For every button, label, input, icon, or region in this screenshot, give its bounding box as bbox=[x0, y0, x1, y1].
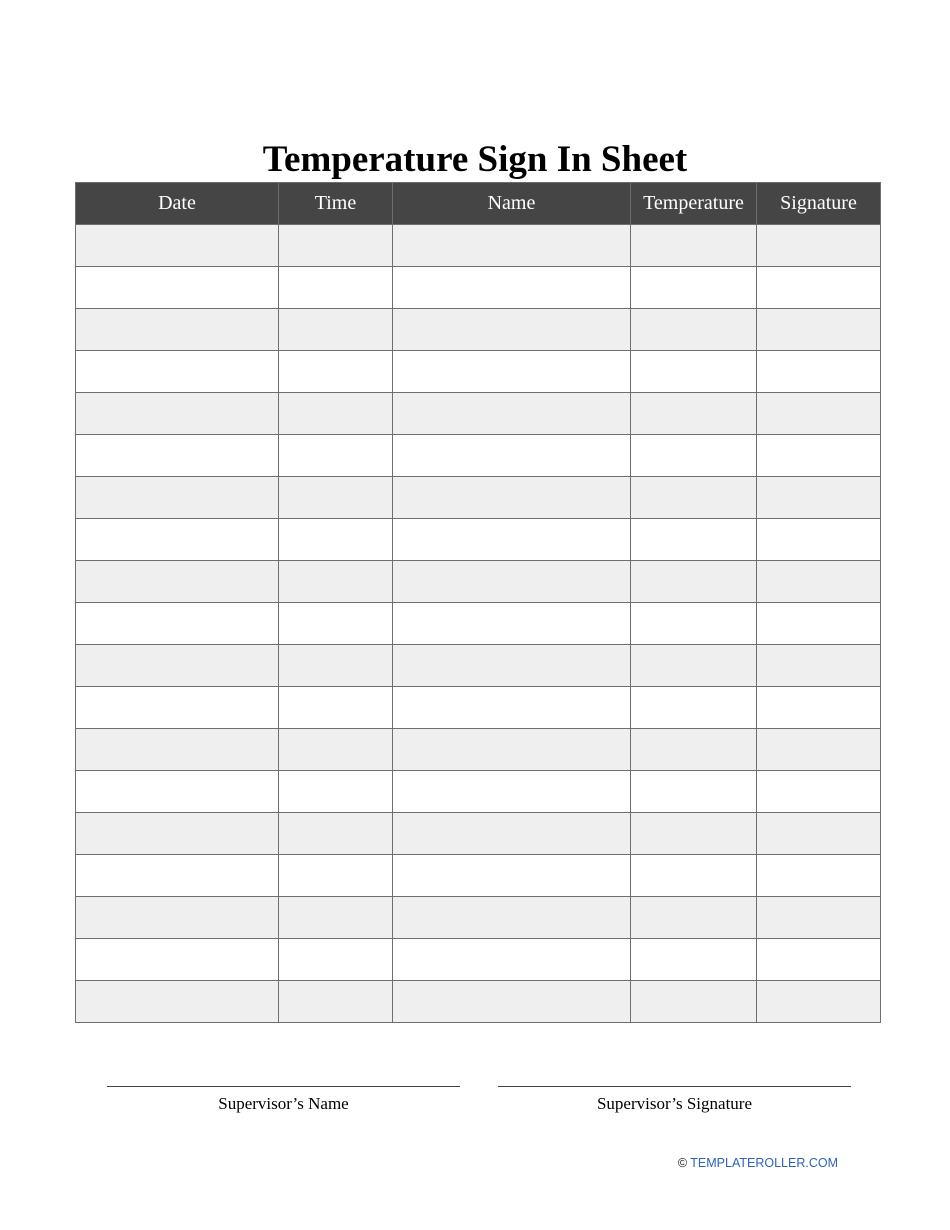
cell-date[interactable] bbox=[76, 897, 279, 939]
cell-signature[interactable] bbox=[757, 645, 881, 687]
cell-name[interactable] bbox=[393, 981, 631, 1023]
cell-name[interactable] bbox=[393, 729, 631, 771]
cell-signature[interactable] bbox=[757, 855, 881, 897]
cell-signature[interactable] bbox=[757, 393, 881, 435]
cell-time[interactable] bbox=[279, 729, 393, 771]
cell-date[interactable] bbox=[76, 519, 279, 561]
table-row bbox=[76, 981, 881, 1023]
cell-signature[interactable] bbox=[757, 771, 881, 813]
cell-temperature[interactable] bbox=[631, 519, 757, 561]
cell-temperature[interactable] bbox=[631, 603, 757, 645]
cell-temperature[interactable] bbox=[631, 939, 757, 981]
table-body bbox=[76, 225, 881, 1023]
cell-temperature[interactable] bbox=[631, 771, 757, 813]
cell-date[interactable] bbox=[76, 981, 279, 1023]
table-row bbox=[76, 897, 881, 939]
table-header-row bbox=[76, 183, 881, 225]
cell-signature[interactable] bbox=[757, 519, 881, 561]
cell-time[interactable] bbox=[279, 561, 393, 603]
cell-temperature[interactable] bbox=[631, 897, 757, 939]
cell-temperature[interactable] bbox=[631, 729, 757, 771]
cell-signature[interactable] bbox=[757, 603, 881, 645]
footer-credit bbox=[678, 1155, 838, 1171]
cell-temperature[interactable] bbox=[631, 687, 757, 729]
cell-temperature[interactable] bbox=[631, 813, 757, 855]
table-row bbox=[76, 519, 881, 561]
column-header-temperature: Temperature bbox=[631, 183, 757, 225]
cell-name[interactable] bbox=[393, 561, 631, 603]
cell-temperature[interactable] bbox=[631, 225, 757, 267]
cell-name[interactable] bbox=[393, 267, 631, 309]
cell-signature[interactable] bbox=[757, 477, 881, 519]
table-row bbox=[76, 477, 881, 519]
table-row bbox=[76, 645, 881, 687]
cell-date[interactable] bbox=[76, 813, 279, 855]
supervisor-signature-line[interactable] bbox=[498, 1086, 851, 1087]
cell-date[interactable] bbox=[76, 435, 279, 477]
cell-date[interactable] bbox=[76, 645, 279, 687]
cell-name[interactable] bbox=[393, 771, 631, 813]
cell-temperature[interactable] bbox=[631, 981, 757, 1023]
cell-time[interactable] bbox=[279, 939, 393, 981]
cell-time[interactable] bbox=[279, 771, 393, 813]
cell-time[interactable] bbox=[279, 603, 393, 645]
supervisor-name-line[interactable] bbox=[107, 1086, 460, 1087]
cell-name[interactable] bbox=[393, 897, 631, 939]
supervisor-name-label: Supervisor’s Name bbox=[218, 1094, 349, 1113]
cell-signature[interactable] bbox=[757, 813, 881, 855]
cell-signature[interactable] bbox=[757, 225, 881, 267]
cell-temperature[interactable] bbox=[631, 561, 757, 603]
cell-date[interactable] bbox=[76, 393, 279, 435]
table-row bbox=[76, 729, 881, 771]
cell-signature[interactable] bbox=[757, 687, 881, 729]
cell-signature[interactable] bbox=[757, 729, 881, 771]
cell-name[interactable] bbox=[393, 435, 631, 477]
column-header-time: Time bbox=[279, 183, 393, 225]
cell-signature[interactable] bbox=[757, 561, 881, 603]
table-row bbox=[76, 225, 881, 267]
cell-temperature[interactable] bbox=[631, 267, 757, 309]
cell-date[interactable] bbox=[76, 267, 279, 309]
cell-time[interactable] bbox=[279, 477, 393, 519]
cell-name[interactable] bbox=[393, 645, 631, 687]
cell-temperature[interactable] bbox=[631, 645, 757, 687]
cell-date[interactable] bbox=[76, 729, 279, 771]
cell-signature[interactable] bbox=[757, 309, 881, 351]
table-row bbox=[76, 771, 881, 813]
cell-time[interactable] bbox=[279, 981, 393, 1023]
cell-temperature[interactable] bbox=[631, 393, 757, 435]
cell-date[interactable] bbox=[76, 939, 279, 981]
cell-temperature[interactable] bbox=[631, 477, 757, 519]
table-row bbox=[76, 603, 881, 645]
cell-name[interactable] bbox=[393, 855, 631, 897]
cell-date[interactable] bbox=[76, 225, 279, 267]
cell-time[interactable] bbox=[279, 393, 393, 435]
cell-date[interactable] bbox=[76, 603, 279, 645]
cell-name[interactable] bbox=[393, 939, 631, 981]
cell-signature[interactable] bbox=[757, 897, 881, 939]
sign-in-table bbox=[75, 182, 881, 1023]
column-header-date: Date bbox=[76, 183, 279, 225]
cell-time[interactable] bbox=[279, 687, 393, 729]
cell-date[interactable] bbox=[76, 351, 279, 393]
cell-temperature[interactable] bbox=[631, 309, 757, 351]
cell-time[interactable] bbox=[279, 519, 393, 561]
cell-temperature[interactable] bbox=[631, 351, 757, 393]
cell-time[interactable] bbox=[279, 855, 393, 897]
cell-signature[interactable] bbox=[757, 981, 881, 1023]
table-row bbox=[76, 309, 881, 351]
cell-time[interactable] bbox=[279, 435, 393, 477]
cell-name[interactable] bbox=[393, 477, 631, 519]
cell-signature[interactable] bbox=[757, 939, 881, 981]
column-header-signature: Signature bbox=[757, 183, 881, 225]
cell-time[interactable] bbox=[279, 351, 393, 393]
table-row bbox=[76, 561, 881, 603]
cell-name[interactable] bbox=[393, 519, 631, 561]
column-header-name: Name bbox=[393, 183, 631, 225]
table-row bbox=[76, 855, 881, 897]
table-row bbox=[76, 435, 881, 477]
cell-date[interactable] bbox=[76, 477, 279, 519]
cell-signature[interactable] bbox=[757, 435, 881, 477]
table-row bbox=[76, 267, 881, 309]
cell-time[interactable] bbox=[279, 267, 393, 309]
table-row bbox=[76, 813, 881, 855]
cell-name[interactable] bbox=[393, 309, 631, 351]
cell-name[interactable] bbox=[393, 813, 631, 855]
cell-date[interactable] bbox=[76, 687, 279, 729]
cell-time[interactable] bbox=[279, 309, 393, 351]
cell-name[interactable] bbox=[393, 225, 631, 267]
cell-signature[interactable] bbox=[757, 267, 881, 309]
cell-time[interactable] bbox=[279, 225, 393, 267]
supervisor-signature-label: Supervisor’s Signature bbox=[596, 1094, 753, 1113]
cell-date[interactable] bbox=[76, 855, 279, 897]
table-row bbox=[76, 939, 881, 981]
cell-name[interactable] bbox=[393, 687, 631, 729]
cell-signature[interactable] bbox=[757, 351, 881, 393]
cell-date[interactable] bbox=[76, 561, 279, 603]
page-title: Temperature Sign In Sheet bbox=[262, 138, 688, 180]
cell-temperature[interactable] bbox=[631, 435, 757, 477]
footer-site-link[interactable]: TEMPLATEROLLER.COM bbox=[690, 1156, 838, 1170]
cell-date[interactable] bbox=[76, 309, 279, 351]
cell-time[interactable] bbox=[279, 813, 393, 855]
cell-date[interactable] bbox=[76, 771, 279, 813]
table-row bbox=[76, 393, 881, 435]
cell-time[interactable] bbox=[279, 897, 393, 939]
cell-name[interactable] bbox=[393, 603, 631, 645]
table-row bbox=[76, 687, 881, 729]
cell-name[interactable] bbox=[393, 351, 631, 393]
cell-name[interactable] bbox=[393, 393, 631, 435]
table-row bbox=[76, 351, 881, 393]
copyright-icon: © bbox=[677, 1156, 688, 1170]
cell-temperature[interactable] bbox=[631, 855, 757, 897]
cell-time[interactable] bbox=[279, 645, 393, 687]
